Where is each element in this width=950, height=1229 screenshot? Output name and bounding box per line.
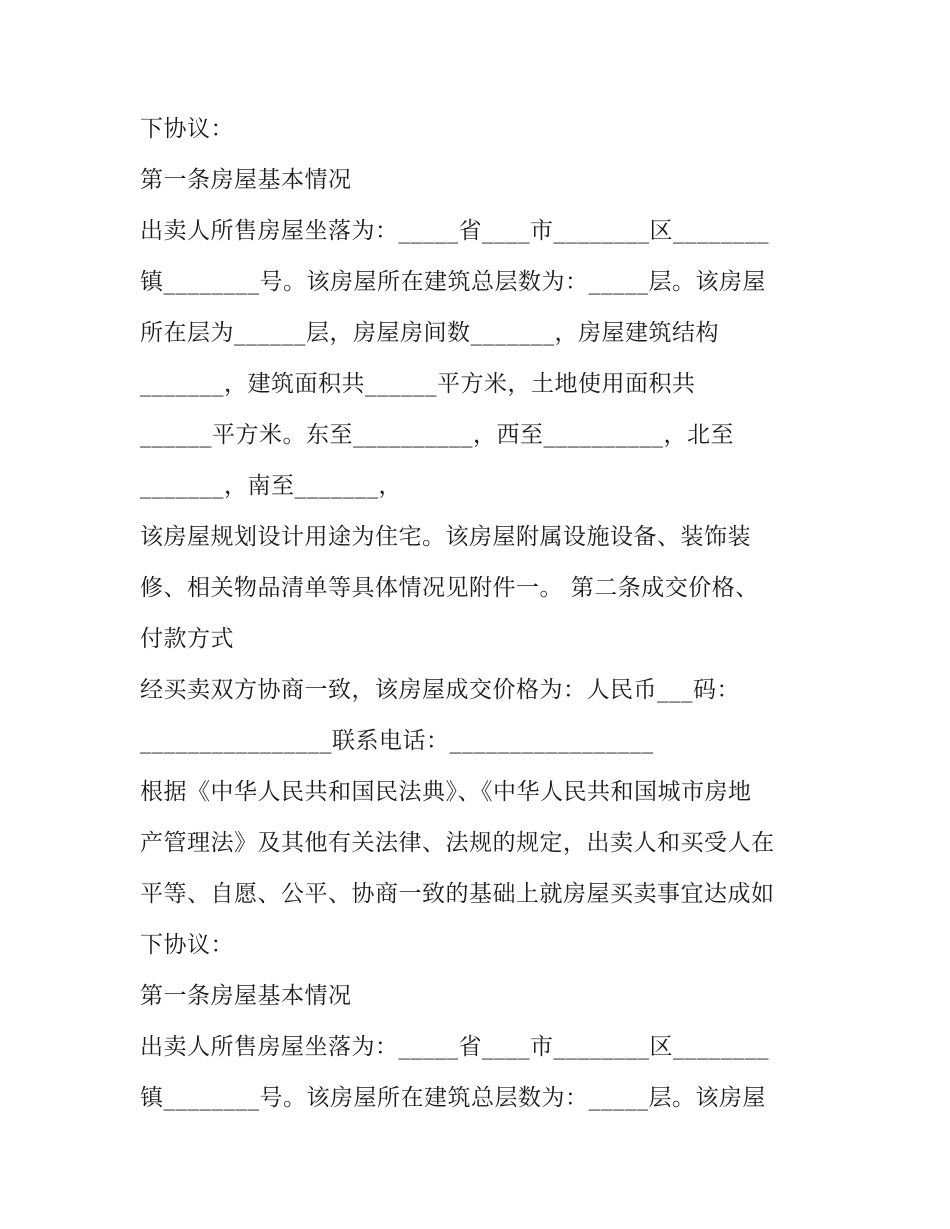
text-line-property-location-2: 出卖人所售房屋坐落为：_____省____市________区________ — [140, 1034, 769, 1060]
text-line-property-location: 出卖人所售房屋坐落为：_____省____市________区________ — [140, 218, 769, 244]
text-line-building-area: _______，建筑面积共______平方米，土地使用面积共 — [140, 371, 696, 397]
text-line-equality-principle: 平等、自愿、公平、协商一致的基础上就房屋买卖事宜达成如 — [140, 881, 775, 907]
text-line-floor-rooms: 所在层为______层，房屋房间数_______，房屋建筑结构 — [140, 320, 719, 346]
text-line-price: 经买卖双方协商一致，该房屋成交价格为：人民币___码： — [140, 677, 740, 703]
text-line-article-1-title-2: 第一条房屋基本情况 — [140, 983, 352, 1009]
text-line-boundaries-cont: _______，南至_______， — [140, 473, 402, 499]
text-line-contact-phone: ________________联系电话：_________________ — [140, 728, 654, 754]
text-line-legal-basis-cont: 产管理法》及其他有关法律、法规的规定，出卖人和买受人在 — [140, 830, 775, 856]
text-line-planned-use: 该房屋规划设计用途为住宅。该房屋附属设施设备、装饰装 — [140, 524, 751, 550]
text-line-boundaries: ______平方米。东至__________，西至__________，北至 — [140, 422, 734, 448]
text-line-building-floors-2: 镇________号。该房屋所在建筑总层数为：_____层。该房屋 — [140, 1085, 766, 1111]
text-line-agreement-intro-2: 下协议： — [140, 932, 234, 958]
text-line-payment-method: 付款方式 — [140, 626, 234, 652]
text-line-agreement-intro: 下协议： — [140, 116, 234, 142]
text-line-legal-basis: 根据《中华人民共和国民法典》、《中华人民共和国城市房地 — [140, 779, 752, 805]
text-line-building-floors: 镇________号。该房屋所在建筑总层数为：_____层。该房屋 — [140, 269, 766, 295]
text-line-attachment-article-2: 修、相关物品清单等具体情况见附件一。 第二条成交价格、 — [140, 575, 759, 601]
text-line-article-1-title: 第一条房屋基本情况 — [140, 167, 352, 193]
